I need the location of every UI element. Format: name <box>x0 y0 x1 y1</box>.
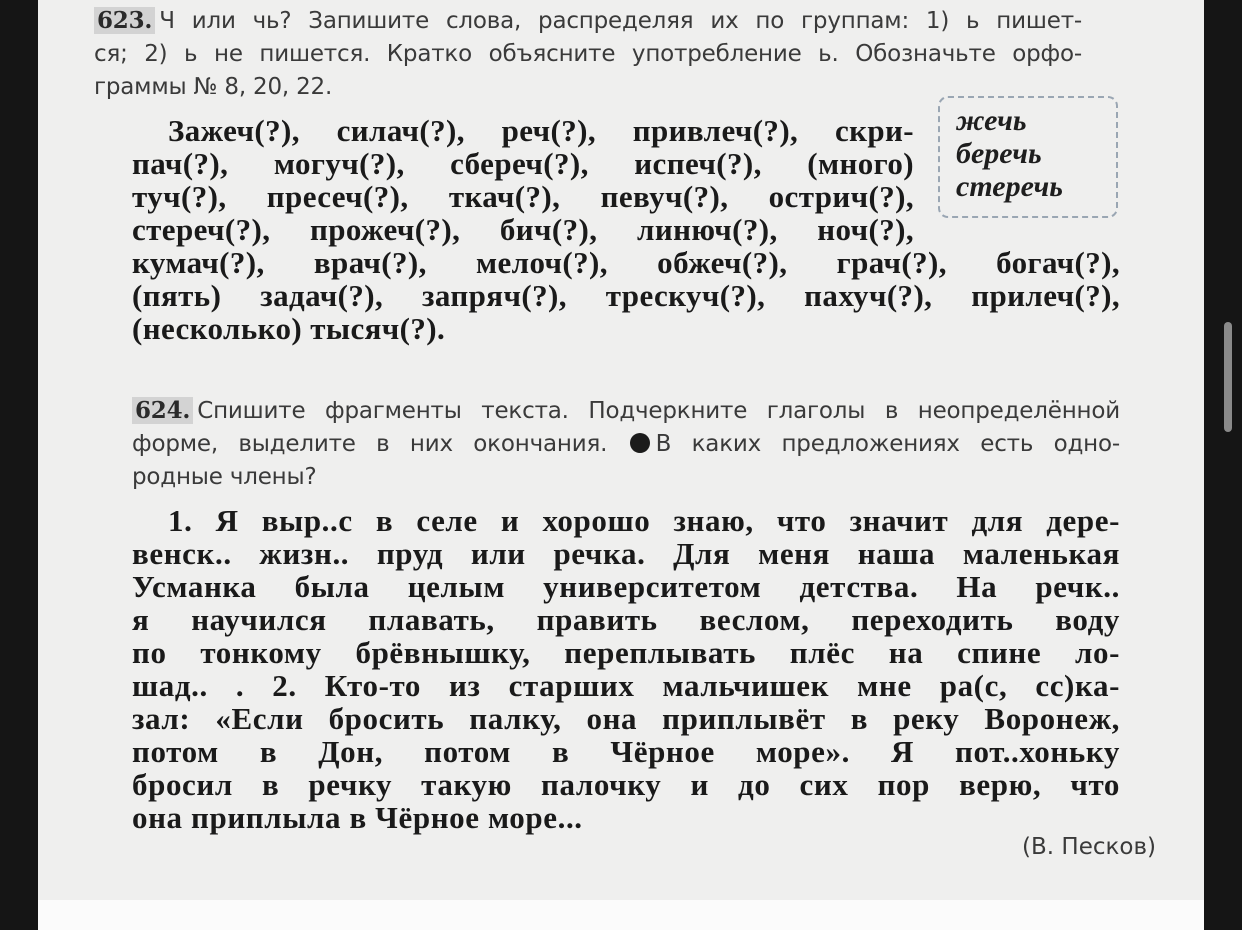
hint-word: жечь <box>956 104 1027 137</box>
word-line: (пять) задач(?), запряч(?), трескуч(?), пахуч(?), прилеч(?), <box>132 278 1120 313</box>
bullet-icon <box>630 433 650 453</box>
hint-box <box>938 96 1118 218</box>
text-line: шад.. . 2. Кто-то из старших мальчишек мне ра(с, сс)ка- <box>132 668 1120 703</box>
exercise-number-624: 624. <box>132 397 193 424</box>
text-line: венск.. жизн.. пруд или речка. Для меня наша маленькая <box>132 536 1120 571</box>
word-line: кумач(?), врач(?), мелоч(?), обжеч(?), грач(?), богач(?), <box>132 245 1120 280</box>
task-line: Ч или чь? Запишите слова, распределяя их по группам: 1) ь пишет- <box>159 8 1082 34</box>
exercise-623-words-wide <box>132 246 1120 345</box>
task-line: граммы № 8, 20, 22. <box>94 74 333 100</box>
text-line: Усманка была целым университетом детства. На речк.. <box>132 569 1120 604</box>
exercise-624-task <box>132 394 1120 494</box>
scrollbar-thumb[interactable] <box>1224 322 1232 432</box>
word-line: пач(?), могуч(?), сбереч(?), испеч(?), (много) <box>132 146 914 181</box>
hint-word: стеречь <box>956 170 1063 203</box>
text-line: потом в Дон, потом в Чёрное море». Я пот..хоньку <box>132 734 1120 769</box>
word-line: Зажеч(?), силач(?), реч(?), привлеч(?), скри- <box>168 113 914 148</box>
text-line: она приплыла в Чёрное море... <box>132 800 583 835</box>
text-line: зал: «Если бросить палку, она приплывёт в реку Воронеж, <box>132 701 1120 736</box>
page-bottom-margin <box>38 900 1204 930</box>
word-line: туч(?), пресеч(?), ткач(?), певуч(?), острич(?), <box>132 179 914 214</box>
author-attribution: (В. Песков) <box>1022 834 1156 860</box>
text-line: бросил в речку такую палочку и до сих пор верю, что <box>132 767 1120 802</box>
text-line: я научился плавать, править веслом, переходить воду <box>132 602 1120 637</box>
task-line: форме, выделите в них окончания. <box>132 431 608 457</box>
task-line: ся; 2) ь не пишется. Кратко объясните употребление ь. Обозначьте орфо- <box>94 41 1082 67</box>
task-line: В каких предложениях есть одно- <box>655 431 1120 457</box>
exercise-623-task <box>94 4 1082 104</box>
text-line: по тонкому брёвнышку, переплывать плёс на спине ло- <box>132 635 1120 670</box>
task-line: Спишите фрагменты текста. Подчеркните глаголы в неопределённой <box>197 398 1120 424</box>
hint-word: беречь <box>956 137 1042 170</box>
word-line: (несколько) тысяч(?). <box>132 311 446 346</box>
task-line: родные члены? <box>132 464 317 490</box>
word-line: стереч(?), прожеч(?), бич(?), линюч(?), ноч(?), <box>132 212 914 247</box>
exercise-number-623: 623. <box>94 7 155 34</box>
text-line: 1. Я выр..с в селе и хорошо знаю, что значит для дере- <box>168 503 1120 538</box>
exercise-623-words <box>132 114 914 246</box>
exercise-624-text <box>132 504 1120 834</box>
